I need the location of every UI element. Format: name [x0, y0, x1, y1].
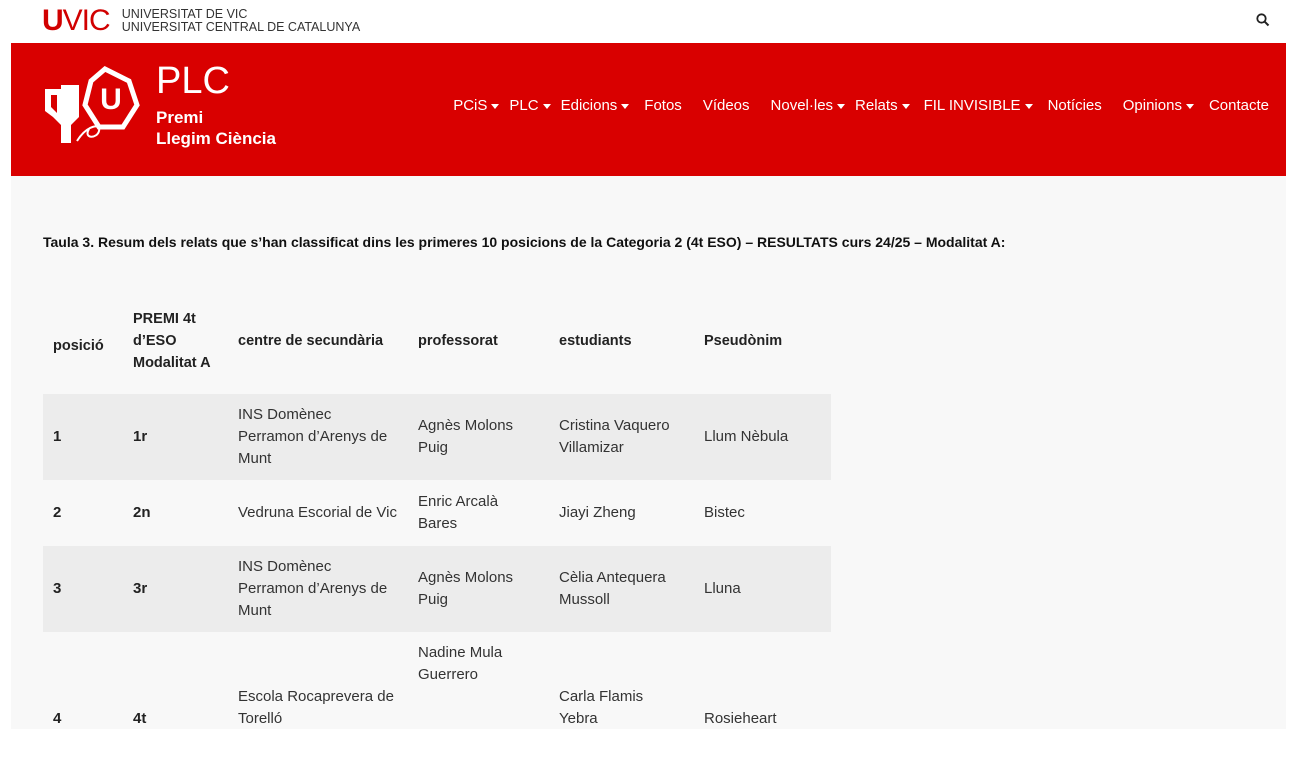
nav-item-label: PCiS	[453, 97, 488, 114]
cell-premi: 3r	[123, 546, 228, 632]
top-bar	[0, 0, 1294, 42]
nav-item-label: FIL INVISIBLE	[923, 97, 1021, 114]
nav-item-label: Edicions	[560, 97, 618, 114]
table-row	[43, 394, 831, 480]
cell-estudiants: Cèlia Antequera Mussoll	[549, 546, 694, 632]
cell-centre: INS Domènec Perramon d’Arenys de Munt	[228, 546, 408, 632]
uvic-wordmark	[42, 6, 110, 36]
cell-premi: 2n	[133, 504, 151, 521]
nav-item-fil-invisible[interactable]	[924, 96, 1033, 116]
nav-item-label: Notícies	[1047, 97, 1102, 114]
caret-down-icon	[491, 104, 499, 109]
caret-down-icon	[1186, 104, 1194, 109]
site-title[interactable]: PLC	[156, 60, 230, 102]
nav-item-label: PLC	[509, 97, 539, 114]
nav-item-label: Relats	[855, 97, 898, 114]
site-subtitle	[156, 107, 276, 149]
nav-item-plc[interactable]	[509, 96, 550, 116]
nav-item-edicions[interactable]	[561, 96, 630, 116]
site-subtitle-line2: Llegim Ciència	[156, 129, 276, 148]
svg-text:U: U	[100, 83, 122, 116]
nav-item-contacte[interactable]	[1209, 96, 1269, 116]
uvic-wordmark-u: U	[42, 4, 63, 37]
uvic-name-line2: UNIVERSITAT CENTRAL DE CATALUNYA	[121, 20, 361, 34]
table-row	[43, 546, 831, 632]
cell-professorat: Agnès Molons Puig	[408, 546, 549, 632]
main-nav	[453, 96, 1269, 116]
nav-item-relats[interactable]	[855, 96, 910, 116]
cell-pseudonim: Lluna	[694, 546, 831, 632]
column-header-centre: centre de secundària	[238, 333, 384, 349]
table-header-row	[43, 288, 831, 394]
caret-down-icon	[902, 104, 910, 109]
uvic-name-line1: UNIVERSITAT DE VIC	[121, 7, 248, 21]
nav-item-pcis[interactable]	[453, 96, 499, 116]
caret-down-icon	[837, 104, 845, 109]
table-row	[43, 480, 831, 546]
cell-premi: 1r	[123, 394, 228, 480]
nav-item-videos[interactable]	[703, 96, 750, 116]
cell-posicio: 2	[53, 504, 62, 521]
uvic-logo[interactable]	[42, 6, 360, 36]
cell-estudiants: Jiayi Zheng	[559, 504, 636, 521]
cell-posicio: 4	[53, 710, 62, 727]
nav-item-label: Contacte	[1208, 97, 1269, 114]
column-header-posicio: posició	[53, 338, 104, 354]
cell-posicio: 3	[43, 546, 123, 632]
nav-item-fotos[interactable]	[644, 96, 682, 116]
column-header-premi-label: PREMI 4t d’ESO Modalitat A	[133, 311, 211, 371]
nav-item-opinions[interactable]	[1123, 96, 1194, 116]
cell-pseudonim: Bistec	[704, 504, 745, 521]
cell-centre: Vedruna Escorial de Vic	[238, 504, 397, 521]
cell-centre: Escola Rocaprevera de Torelló	[238, 688, 394, 727]
uvic-university-names	[122, 8, 360, 34]
results-table	[43, 288, 831, 762]
search-icon[interactable]	[1255, 12, 1271, 28]
nav-item-label: Novel·les	[770, 97, 834, 114]
uvic-wordmark-vic: VIC	[62, 4, 110, 37]
cell-professorat: Nadine Mula Guerrero	[418, 644, 503, 683]
table-row	[43, 632, 831, 762]
caret-down-icon	[621, 104, 629, 109]
plc-logo-icon[interactable]	[41, 65, 141, 149]
cell-professorat: Enric Arcalà Bares	[418, 493, 499, 532]
nav-item-label: Vídeos	[702, 97, 750, 114]
nav-item-noticies[interactable]	[1048, 96, 1102, 116]
cell-estudiants: Cristina Vaquero Villamizar	[549, 394, 694, 480]
table-caption: Taula 3. Resum dels relats que s’han classificat dins les primeres 10 posicions de la Categoria 2 (4t ESO) – RESULTATS curs 24/25 – Modalitat A:	[43, 234, 1006, 250]
cell-premi: 4t	[133, 710, 147, 727]
caret-down-icon	[543, 104, 551, 109]
caret-down-icon	[1025, 104, 1033, 109]
site-header	[11, 43, 1286, 176]
cell-professorat: Agnès Molons Puig	[408, 394, 549, 480]
column-header-estudiants: estudiants	[559, 333, 632, 349]
column-header-premi	[123, 288, 228, 394]
site-subtitle-line1: Premi	[156, 108, 204, 127]
nav-item-label: Fotos	[644, 97, 682, 114]
nav-item-label: Opinions	[1122, 97, 1182, 114]
column-header-pseudonim: Pseudònim	[704, 333, 783, 349]
cell-pseudonim: Rosieheart	[704, 710, 777, 727]
cell-posicio: 1	[43, 394, 123, 480]
cell-centre: INS Domènec Perramon d’Arenys de Munt	[228, 394, 408, 480]
main-content	[11, 176, 1286, 729]
cell-pseudonim: Llum Nèbula	[694, 394, 831, 480]
cell-estudiants: Carla Flamis Yebra	[559, 688, 644, 727]
nav-item-noveles[interactable]	[771, 96, 846, 116]
column-header-professorat: professorat	[418, 333, 498, 349]
